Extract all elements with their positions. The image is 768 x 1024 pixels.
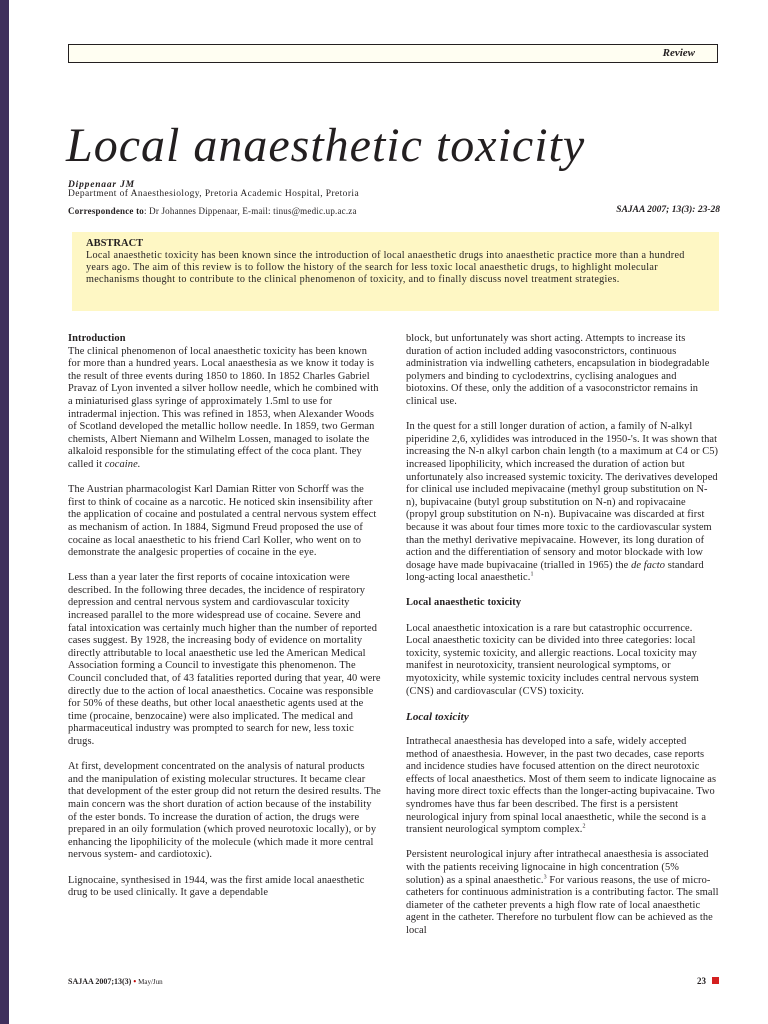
correspondence (68, 206, 357, 216)
paragraph: Lignocaine, synthesised in 1944, was the first amide local anaesthetic drug to be used clinically. It gave a dependable (68, 874, 365, 899)
footer-journal-info (68, 977, 163, 986)
section-header-box (68, 44, 718, 63)
abstract-heading: ABSTRACT (86, 238, 144, 249)
footer-issue: May/Jun (138, 978, 163, 986)
paragraph: block, but unfortunately was short acting. Attempts to increase its duration of action included adding vasoconstrictors, continuous administration via indwelling catheters, encapsulation in biodegradable polymers and binding to cyclodextrins, cyclising analogues and biotoxins. Of these, only the addition of a vasoconstrictor remains in clinical use. (406, 333, 710, 407)
correspondence-label: Correspondence to (68, 206, 144, 216)
footer-journal: SAJAA 2007;13(3) (68, 977, 132, 986)
reference-marker: 2 (582, 823, 586, 830)
footer-bullet: • (133, 977, 137, 986)
paragraph: Intrathecal anaesthesia has developed into a safe, widely accepted method of anaesthesia. However, in the past two decades, case reports and incidence studies have focused attention on the direct neurotoxic effects of local anaesthetics. Most of them seem to indicate lignocaine as having more direct toxic effects than the longer-acting bupivacaine. Two syndromes have thus far been described. The first is a persistent neurological injury from spinal local anaesthetic, while the second is a transient neurological symptom complex.$^2$ (406, 736, 717, 836)
page-number: 23 (697, 976, 706, 986)
section-heading-introduction: Introduction (68, 333, 126, 344)
paragraph: The Austrian pharmacologist Karl Damian Ritter von Schorff was the first to think of cocaine as a narcotic. He noticed skin insensibility after the application of cocaine and postulated a central nervous system effect as mechanism of action. In 1884, Sigmund Freud proposed the use of cocaine as local anaesthetic to his friend Carl Koller, who went on to demonstrate the analgesic properties of cocaine in the eye. (68, 484, 377, 559)
author-affiliation: Department of Anaesthesiology, Pretoria Academic Hospital, Pretoria (68, 189, 360, 199)
paragraph: Less than a year later the first reports of cocaine intoxication were described. In the following three decades, the incidence of respiratory depression and central nervous system and cardiovascular toxicity increased parallel to the more widespread use of cocaine. Severe and fatal intoxication was certainly much higher than the number of reported cases suggest. By 1928, the increasing body of evidence on mortality directly attributable to local anaesthetic use led the American Medical Association forming a Council to investigate this phenomenon. The Council concluded that, of 43 fatalities reported during that year, 40 were directly due to the action of local anaesthetics. Cocaine was responsible for 50% of these deaths, but other local anaesthetic agents used at the time (procaine, benzocaine) were also implicated. The medical and pharmaceutical industry was prompted to search for new, less toxic drugs. (68, 572, 381, 747)
paragraph: Persistent neurological injury after intrathecal anaesthesia is associated with the patients receiving lignocaine in high concentration (5% solution) as a spinal anaesthetic.$^3$ For various reasons, the use of micro-catheters for continuous administration is a contributing factor. The small diameter of the catheter prevents a high flow rate of local anaesthetic agent in the catheter. Therefore no turbulent flow can be achieved as the local (406, 849, 719, 936)
paragraph: The clinical phenomenon of local anaesthetic toxicity has been known for more than a hundred years. Local anaesthesia as we know it today is the result of three events during 1850 to 1860. In 1852 Charles Gabriel Pravaz of Lyon invented a silver hollow needle, which he combined with a miniaturised glass syringe of approximately 1.5ml to use for intradermal injection. This was refined in 1853, when Alexander Woods of Scotland developed the metallic hollow needle. In 1859, two German chemists, Albert Niemann and Wilhelm Lossen, managed to isolate the alkaloid responsible for the stimulating effect of the coca plant. They called it cocaine. (68, 345, 379, 470)
correspondence-text: : Dr Johannes Dippenaar, E-mail: tinus@medic.up.ac.za (143, 206, 357, 216)
author-name: Dippenaar JM (68, 180, 135, 190)
paragraph: In the quest for a still longer duration of action, a family of N-alkyl piperidine 2,6, xylidides was introduced in the 1950-'s. It was shown that increasing the N-n alkyl carbon chain length (to a maximum at C4 or C5) increased lipophilicity, which increased the duration of action but unfortunately also increased systemic toxicity. The derivatives developed for clinical use included mepivacaine (methyl group substitution on N-n), bupivacaine (butyl group substitution on N-n) and ropivacaine (propyl group substitution on N-n). Bupivacaine was discarded at first because it was about four times more toxic to the cardiovascular system than the methyl derivative mepivacaine. However, its long duration of action and the differentiation of sensory and motor blockade with low dosage have made bupivacaine (trialled in 1965) the de facto standard long-acting local anaesthetic.$^1$ (406, 421, 719, 584)
left-column (68, 333, 381, 912)
reference-marker: 3 (543, 874, 547, 881)
article-title: Local anaesthetic toxicity (66, 119, 586, 172)
subsection-heading-local-toxicity: Local toxicity (406, 710, 469, 723)
side-color-bar (0, 0, 9, 1024)
section-heading-local-anaesthetic-toxicity: Local anaesthetic toxicity (406, 597, 522, 609)
right-column (406, 333, 719, 950)
paragraph: Local anaesthetic intoxication is a rare but catastrophic occurrence. Local anaesthetic toxicity can be divided into three categories: local toxicity, systemic toxicity, and allergic reactions. Local toxicity may manifest in neurotoxicity, transient neurological symptoms, or myotoxicity, while systemic toxicity includes central nervous system (CNS) and cardiovascular (CVS) toxicity. (406, 622, 699, 697)
journal-citation: SAJAA 2007; 13(3): 23-28 (616, 205, 720, 215)
page-marker-square (712, 977, 719, 984)
reference-marker: 1 (530, 571, 534, 578)
abstract-box (72, 232, 719, 311)
section-label: Review (662, 47, 695, 59)
paragraph: At first, development concentrated on the analysis of natural products and the manipulation of existing molecular structures. It became clear that development of the ester group did not return the desired results. The main concern was the short duration of action because of the instability of the ester bonds. To increase the duration of action, the drugs were prepared in an oily formulation (which proved neurotoxic locally), or by enhancing the lipophilicity of the molecule (which made it more central nervous system- and cardiotoxic). (68, 761, 381, 861)
abstract-text: Local anaesthetic toxicity has been known since the introduction of local anaesthetic drugs into anaesthetic practice more than a hundred years ago. The aim of this review is to follow the history of the search for less toxic local anaesthetic drugs, to highlight molecular mechanisms thought to contribute to the clinical phenomenon of toxicity, and to finally discuss novel treatment strategies. (86, 250, 685, 285)
